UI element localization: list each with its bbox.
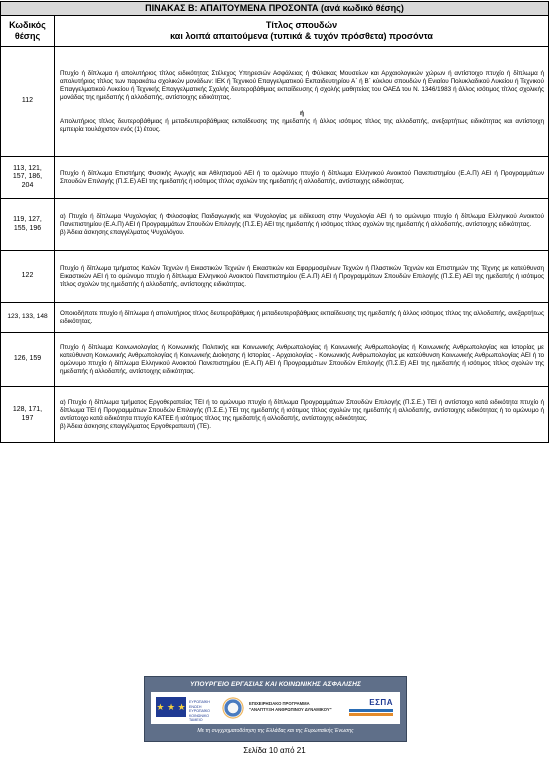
operational-programme-text <box>249 701 339 712</box>
operational-programme-logo-icon <box>221 696 245 720</box>
table-title: ΠΙΝΑΚΑΣ Β: ΑΠΑΙΤΟΥΜΕΝΑ ΠΡΟΣΟΝΤΑ (ανά κωδικό θέσης) <box>1 2 549 16</box>
position-code: 123, 133, 148 <box>1 303 55 333</box>
header-code-line2: θέσης <box>14 31 41 41</box>
espa-wordmark: ΕΣΠΑ <box>369 698 393 707</box>
table-row <box>1 333 549 387</box>
op-line: ΕΠΙΧΕΙΡΗΣΙΑΚΟ ΠΡΟΓΡΑΜΜΑ <box>249 701 310 706</box>
table-row <box>1 251 549 303</box>
position-code <box>1 387 55 443</box>
position-code <box>1 199 55 251</box>
position-code: 112 <box>1 47 55 157</box>
header-code-column <box>1 16 55 47</box>
op-line: "ΑΝΑΠΤΥΞΗ ΑΝΘΡΩΠΙΝΟΥ ΔΥΝΑΜΙΚΟΥ" <box>249 706 332 712</box>
position-code: 122 <box>1 251 55 303</box>
table-title-row <box>1 2 549 16</box>
position-code <box>1 157 55 199</box>
position-code-line: 155, 196 <box>13 224 42 232</box>
table-header-row <box>1 16 549 47</box>
table-row <box>1 303 549 333</box>
espa-logo-icon <box>347 696 395 720</box>
header-code-line1: Κωδικός <box>9 20 46 30</box>
or-separator: ή <box>300 109 304 117</box>
qualification-item-b: β) Άδεια άσκησης επαγγέλματος Εργοθεραπευτή (ΤΕ). <box>60 422 211 430</box>
table-row <box>1 199 549 251</box>
position-code-line: 113, 121, <box>13 164 42 172</box>
header-title-column <box>55 16 549 47</box>
position-code: 126, 159 <box>1 333 55 387</box>
qualification-item-a: α) Πτυχίο ή δίπλωμα Ψυχολογίας ή Φιλοσοφίας Παιδαγωγικής και Ψυχολογίας με ειδίκευση στην Ψυχολογία ΑΕΙ ή το ομώνυμο πτυχίο ή δίπλωμα Ελληνικού Ανοικτού Πανεπιστημίου (Ε.Α.Π) ΑΕΙ ή Προγραμμάτων Σπουδών Επιλογής (Π.Σ.Ε) ΑΕΙ της ημεδαπής ή ισότιμος τίτλος σχολών της ημεδαπής ή αλλοδαπής, αντίστοιχης ειδικότητας. <box>60 212 544 228</box>
qualification-text <box>55 387 549 443</box>
qualification-text <box>55 47 549 157</box>
qualification-text <box>55 199 549 251</box>
position-code-line: 204 <box>21 181 34 189</box>
requirements-table <box>0 1 549 443</box>
eu-flag-icon: ★ ★ ★ <box>156 697 186 717</box>
position-code-line: 128, 171, <box>12 406 43 413</box>
table-row <box>1 157 549 199</box>
qualification-paragraph: Απολυτήριος τίτλος δευτεροβάθμιας ή μεταδευτεροβάθμιας εκπαίδευσης της ημεδαπής ή άλλος ισότιμος τίτλος της αλλοδαπής, ανεξαρτήτως ειδικότητας και αντίστοιχη εμπειρία τουλάχιστον ενός (1) έτους. <box>60 117 544 133</box>
qualification-text: Πτυχίο ή δίπλωμα Επιστήμης Φυσικής Αγωγής και Αθλητισμού ΑΕΙ ή το ομώνυμο πτυχίο ή δίπλωμα Ελληνικού Ανοικτού Πανεπιστημίου (Ε.Α.Π) ΑΕΙ ή Προγραμμάτων Σπουδών Επιλογής (Π.Σ.Ε) ΑΕΙ της ημεδαπής ή ισότιμος τίτλος σχολών της ημεδαπής ή αλλοδαπής, αντίστοιχης ειδικότητας. <box>55 157 549 199</box>
position-code-line: 197 <box>21 414 34 422</box>
eu-caption: ΕΥΡΩΠΑΪΚΗ ΕΝΩΣΗ ΕΥΡΩΠΑΪΚΟ ΚΟΙΝΩΝΙΚΟ ΤΑΜΕΙΟ <box>189 700 210 722</box>
qualification-text: Πτυχίο ή δίπλωμα τμήματος Καλών Τεχνών ή Εικαστικών Τεχνών ή Εικαστικών και Εφαρμοσμένων Τεχνών ή Πλαστικών Τεχνών και Επιστημών της Τέχνης με κατεύθυνση Εικαστικών ΑΕΙ ή το ομώνυμο πτυχίο ή δίπλωμα Ελληνικού Ανοικτού Πανεπιστημίου (Ε.Α.Π) ΑΕΙ ή Προγραμμάτων Σπουδών Επιλογής (Π.Σ.Ε) ΑΕΙ της ημεδαπής ή ισότιμος τίτλος σχολών της ημεδαπής ή αλλοδαπής, αντίστοιχης ειδικότητας. <box>55 251 549 303</box>
qualification-item-b: β) Άδεια άσκησης επαγγέλματος Ψυχολόγου. <box>60 228 185 236</box>
table-row <box>1 47 549 157</box>
qualification-paragraph: Πτυχίο ή δίπλωμα ή απολυτήριος τίτλος ειδικότητας Στέλεχος Υπηρεσιών Ασφάλειας ή Φύλακας Μουσείων και Αρχαιολογικών χώρων ή αντίστοιχο πτυχίο ή δίπλωμα ή απολυτήριος τίτλος των παρακάτω σχολικών μονάδων: ΙΕΚ ή Τεχνικού Επαγγελματικού Εκπαιδευτηρίου Α΄ ή Β΄ κύκλου σπουδών ή Ενιαίου Πολυκλαδικού Λυκείου ή Τεχνικού Επαγγελματικού Λυκείου ή Τεχνικής Επαγγελματικής Σχολής δευτεροβάθμιας εκπαίδευσης ή σχολής μαθητείας του ΟΑΕΔ του Ν. 1346/1983 ή άλλος ισότιμος τίτλος σχολικής μονάδας της ημεδαπής ή αλλοδαπής, αντίστοιχης ειδικότητας. <box>60 69 544 101</box>
header-title-line1: Τίτλος σπουδών <box>265 20 338 30</box>
funding-banner <box>144 676 407 742</box>
position-code-line: 157, 186, <box>12 173 43 181</box>
page-number: Σελίδα 10 από 21 <box>243 746 306 755</box>
table-row <box>1 387 549 443</box>
ministry-name: ΥΠΟΥΡΓΕΙΟ ΕΡΓΑΣΙΑΣ ΚΑΙ ΚΟΙΝΩΝΙΚΗΣ ΑΣΦΑΛΙΣΗΣ <box>190 681 361 688</box>
qualification-text: Οποιοδήποτε πτυχίο ή δίπλωμα ή απολυτήριος τίτλος δευτεροβάθμιας ή μεταδευτεροβάθμιας εκπαίδευσης της ημεδαπής ή άλλος ισότιμος τίτλος της αλλοδαπής, ανεξαρτήτως ειδικότητας. <box>55 303 549 333</box>
logos-strip <box>151 692 400 724</box>
cofinance-statement: Με τη συγχρηματοδότηση της Ελλάδας και της Ευρωπαϊκής Ένωσης <box>197 728 354 734</box>
qualification-item-a: α) Πτυχίο ή δίπλωμα τμήματος Εργοθεραπείας ΤΕΙ ή το ομώνυμο πτυχίο ή δίπλωμα Προγραμμάτων Σπουδών Επιλογής (Π.Σ.Ε.) ΤΕΙ ή αντίστοιχο κατά ειδικότητα πτυχίο ή δίπλωμα ΤΕΙ ή Προγραμμάτων Σπουδών Επιλογής (Π.Σ.Ε.) ΤΕΙ της ημεδαπής ή ισότιμος τίτλος σχολών της ημεδαπής ή αλλοδαπής, αντίστοιχης ειδικότητας ή το ομώνυμο ή αντίστοιχο κατά ειδικότητα πτυχίο ΚΑΤΕΕ ή ισότιμος τίτλος της ημεδαπής ή αλλοδαπής, αντίστοιχης ειδικότητας. <box>60 398 544 422</box>
position-code-line: 119, 127, <box>13 216 42 223</box>
header-title-line2: και λοιπά απαιτούμενα (τυπικά & τυχόν πρόσθετα) προσόντα <box>170 31 433 41</box>
qualification-text: Πτυχίο ή δίπλωμα Κοινωνιολογίας ή Κοινωνικής Πολιτικής και Κοινωνικής Ανθρωπολογίας ή Κοινωνικής Ανθρωπολογίας ή Κοινωνικής Ανθρωπολογίας και Ιστορίας με κατεύθυνση Κοινωνικής Ανθρωπολογίας ή Κοινωνικής Διοίκησης ή Ιστορίας - Αρχαιολογίας - Κοινωνικής Ανθρωπολογίας με κατεύθυνση Κοινωνικής Ανθρωπολογίας ΑΕΙ ή το ομώνυμο πτυχίο ή δίπλωμα Ελληνικού Ανοικτού Πανεπιστημίου (Ε.Α.Π) ΑΕΙ ή Προγραμμάτων Σπουδών Επιλογής (Π.Σ.Ε) ΑΕΙ της ημεδαπής ή ισότιμος τίτλος σχολών της ημεδαπής ή αλλοδαπής, αντίστοιχης ειδικότητας. <box>55 333 549 387</box>
